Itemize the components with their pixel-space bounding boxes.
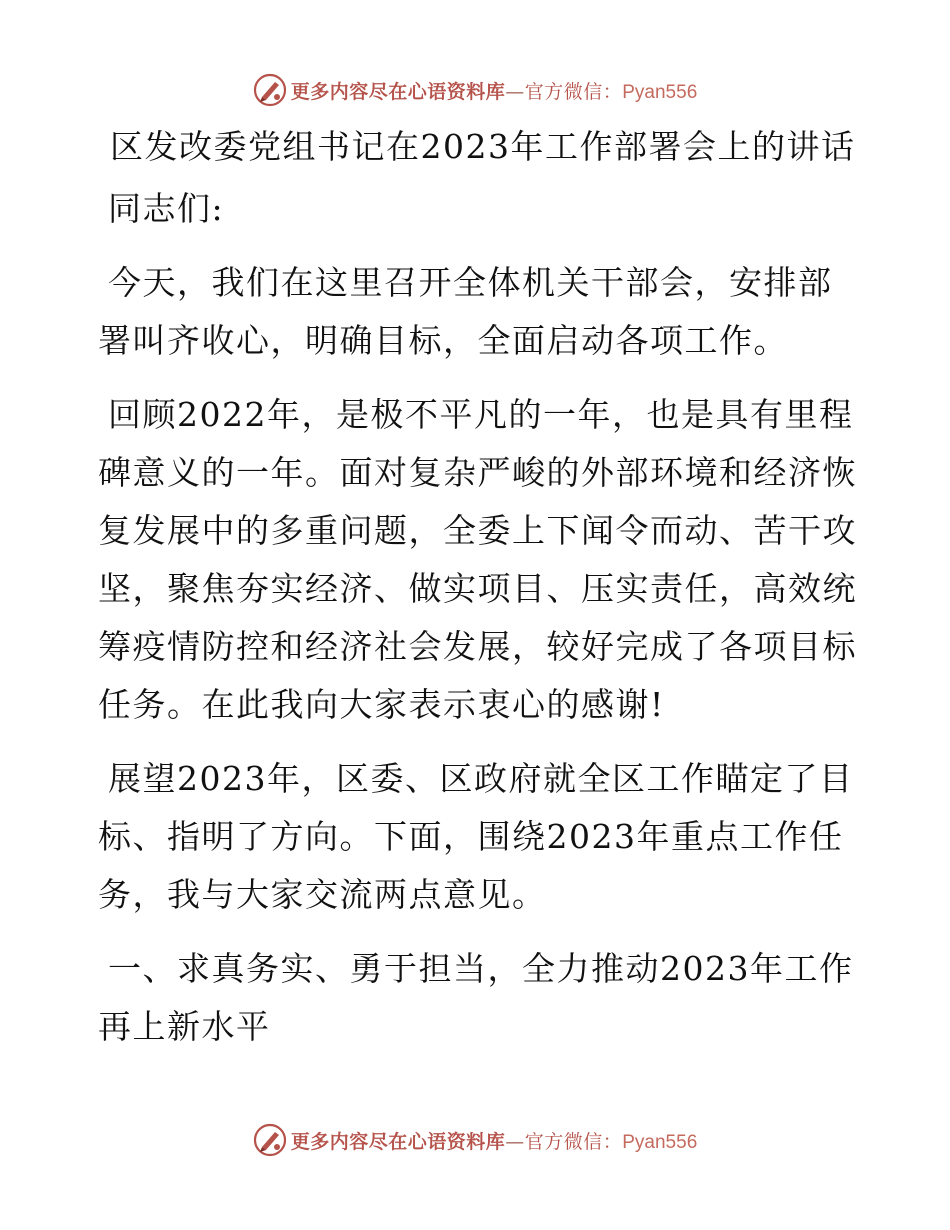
watermark-account: Pyan556 bbox=[622, 81, 698, 103]
paragraph-3 bbox=[98, 750, 858, 924]
heading-line: 一、求真务实、勇于担当，全力推动2023年工作 bbox=[108, 949, 854, 988]
section-heading-1 bbox=[98, 940, 858, 1056]
paragraph-line: 复发展中的多重问题，全委上下闻令而动、苦干攻 bbox=[98, 511, 857, 550]
paragraph-line: 今天，我们在这里召开全体机关干部会，安排部 bbox=[108, 263, 833, 302]
watermark-separator: — bbox=[505, 1130, 525, 1153]
paragraph-line: 筹疫情防控和经济社会发展，较好完成了各项目标 bbox=[98, 627, 857, 666]
document-title: 区发改委党组书记在2023年工作部署会上的讲话 bbox=[110, 127, 856, 166]
paragraph-line: 展望2023年，区委、区政府就全区工作瞄定了目 bbox=[108, 759, 854, 798]
watermark-main-text: 更多内容尽在心语资料库 bbox=[290, 1130, 506, 1153]
heading-line: 再上新水平 bbox=[98, 1007, 271, 1046]
watermark-main-text: 更多内容尽在心语资料库 bbox=[290, 80, 506, 103]
paragraph-2 bbox=[98, 386, 858, 734]
paragraph-line: 标、指明了方向。下面，围绕2023年重点工作任 bbox=[98, 817, 844, 856]
pen-seal-icon bbox=[253, 1123, 287, 1157]
watermark-header bbox=[0, 70, 950, 110]
watermark-label: 官方微信： bbox=[524, 1130, 623, 1153]
paragraph-1 bbox=[98, 254, 858, 370]
watermark-text bbox=[291, 77, 698, 104]
pen-seal-icon bbox=[253, 73, 287, 107]
watermark-text bbox=[291, 1127, 698, 1154]
document-body bbox=[98, 118, 858, 1056]
paragraph-line: 任务。在此我向大家表示衷心的感谢! bbox=[98, 685, 665, 724]
paragraph-line: 坚，聚焦夯实经济、做实项目、压实责任，高效统 bbox=[98, 569, 857, 608]
paragraph-line: 署叫齐收心，明确目标，全面启动各项工作。 bbox=[98, 321, 788, 360]
watermark-label: 官方微信： bbox=[524, 80, 623, 103]
paragraph-line: 回顾2022年，是极不平凡的一年，也是具有里程 bbox=[108, 395, 854, 434]
watermark-footer bbox=[0, 1120, 950, 1160]
greeting: 同志们: bbox=[108, 189, 225, 228]
watermark-account: Pyan556 bbox=[622, 1131, 698, 1153]
watermark-separator: — bbox=[505, 80, 525, 103]
paragraph-line: 碑意义的一年。面对复杂严峻的外部环境和经济恢 bbox=[98, 453, 857, 492]
paragraph-line: 务，我与大家交流两点意见。 bbox=[98, 875, 547, 914]
